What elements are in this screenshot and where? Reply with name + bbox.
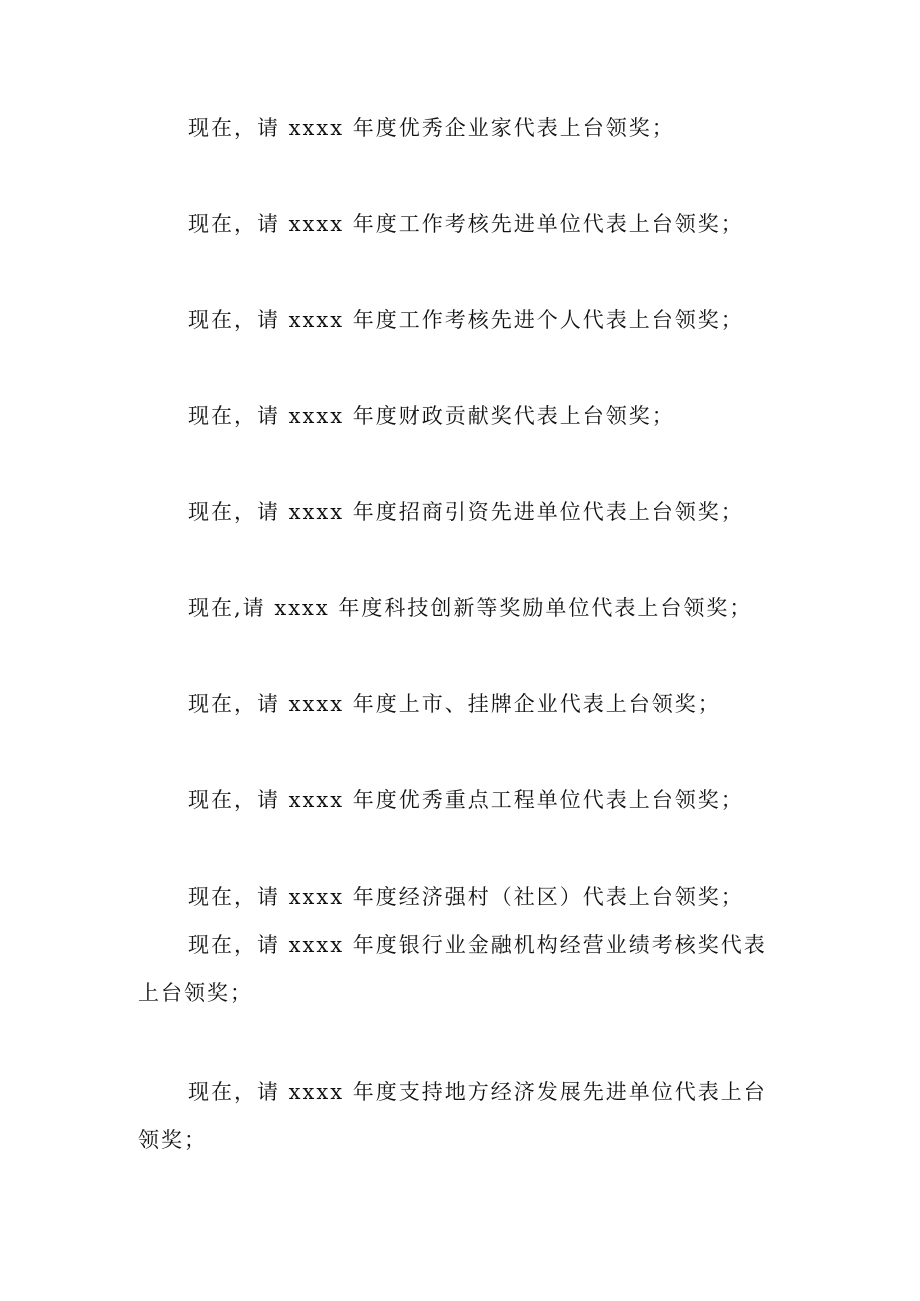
paragraph-3: 现在，请 xxxx 年度工作考核先进个人代表上台领奖； [188,308,744,332]
paragraph-6: 现在,请 xxxx 年度科技创新等奖励单位代表上台领奖； [188,596,753,620]
paragraph-1: 现在，请 xxxx 年度优秀企业家代表上台领奖； [188,116,675,140]
paragraph-8: 现在，请 xxxx 年度优秀重点工程单位代表上台领奖； [188,788,744,812]
paragraph-7: 现在，请 xxxx 年度上市、挂牌企业代表上台领奖； [188,692,721,716]
paragraph-2: 现在，请 xxxx 年度工作考核先进单位代表上台领奖； [188,212,744,236]
paragraph-10: 现在，请 xxxx 年度银行业金融机构经营业绩考核奖代表上台领奖； [138,933,767,1005]
paragraph-11: 现在，请 xxxx 年度支持地方经济发展先进单位代表上台领奖； [138,1080,767,1152]
paragraph-9: 现在，请 xxxx 年度经济强村（社区）代表上台领奖； [188,885,744,909]
paragraph-4: 现在，请 xxxx 年度财政贡献奖代表上台领奖； [188,404,675,428]
paragraph-5: 现在，请 xxxx 年度招商引资先进单位代表上台领奖； [188,500,744,524]
